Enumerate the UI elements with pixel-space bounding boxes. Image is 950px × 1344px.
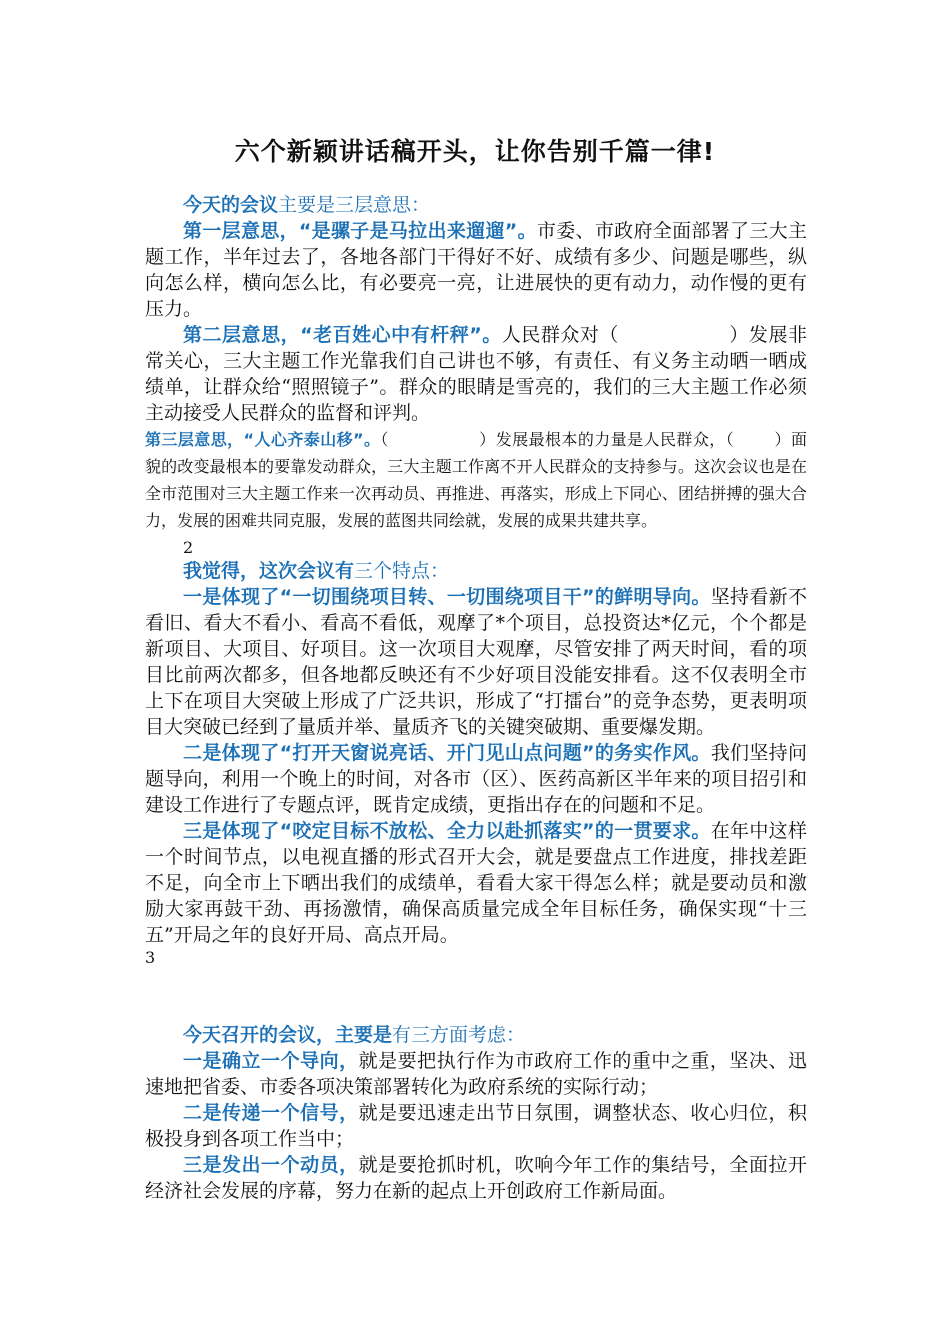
section-2-paragraph-2-heading: 二是体现了“打开天窗说亮话、开门见山点问题”的务实作风。 [183,742,711,764]
section-3-intro-rest: 有三方面考虑： [392,1024,526,1046]
section-1-paragraph-3-body-b: ）发展最根本的力量是人民群众，（ [478,430,735,449]
section-3-paragraph-1-heading: 一是确立一个导向， [183,1050,359,1072]
section-2-paragraph-3-heading: 三是体现了“咬定目标不放松、全力以赴抓落实”的一贯要求。 [183,820,711,842]
section-2-paragraph-3-body: 在年中这样一个时间节点，以电视直播的形式召开大会，就是要盘点工作进度，排找差距不足，向全市上下晒出我们的成绩单，看看大家干得怎么样；就是要动员和激励大家再鼓干劲、再扬激情，确保高质量完成全年目标任务，确保实现“十三五”开局之年的良好开局、高点开局。 [145,820,807,946]
section-1-paragraph-1 [145,218,807,322]
section-1-paragraph-3-body-a: （ [380,430,389,449]
section-3-paragraph-3-heading: 三是发出一个动员， [183,1154,359,1176]
section-2-intro-lead: 我觉得，这次会议有 [183,560,355,582]
section-1-paragraph-2-body-b: ）发展非常关心，三大主题工作光靠我们自己讲也不够，有责任、有义务主动晒一晒成绩单，让群众给“照照镜子”。群众的眼睛是雪亮的，我们的三大主题工作必须主动接受人民群众的监督和评判。 [145,324,807,424]
section-2 [145,538,807,968]
section-2-paragraph-3 [145,818,807,948]
section-3-paragraph-2-body: 就是要迅速走出节日氛围，调整状态、收心归位，积极投身到各项工作当中； [145,1102,807,1150]
section-1-paragraph-2-heading: 第二层意思，“老百姓心中有杆秤”。 [183,324,502,346]
section-1-intro [145,192,807,218]
section-3-paragraph-3 [145,1152,807,1204]
section-1-paragraph-3-heading: 第三层意思，“人心齐泰山移”。 [145,430,381,449]
section-2-paragraph-1-body: 坚持看新不看旧、看大不看小、看高不看低，观摩了*个项目，总投资达*亿元，个个都是新项目、大项目、好项目。这一次项目大观摩，尽管安排了两天时间，看的项目比前两次都多，但各地都反映还有不少好项目没能安排看。这不仅表明全市上下在项目大突破上形成了广泛共识，形成了“打擂台”的竞争态势，更表明项目大突破已经到了量质并举、量质齐飞的关键突破期、重要爆发期。 [145,586,807,738]
section-1-paragraph-1-body: 市委、市政府全面部署了三大主题工作，半年过去了，各地各部门干得好不好、成绩有多少、问题是哪些，纵向怎么样，横向怎么比，有必要亮一亮，让进展快的更有动力，动作慢的更有压力。 [145,220,807,320]
document-title: 六个新颖讲话稿开头，让你告别千篇一律! [234,137,716,166]
section-3-intro [145,1022,807,1048]
section-1-paragraph-3 [145,426,807,534]
section-3-paragraph-3-body: 就是要抢抓时机，吹响今年工作的集结号，全面拉开经济社会发展的序幕，努力在新的起点上开创政府工作新局面。 [145,1154,807,1202]
section-1-paragraph-2-body-a: 人民群众对（ [501,324,619,346]
section-1-intro-rest: 主要是三层意思： [278,194,431,216]
section-1-paragraph-2 [145,322,807,426]
section-1-intro-lead: 今天的会议 [183,194,279,216]
section-1 [145,192,807,534]
section-2-intro [145,558,807,584]
section-3-paragraph-2 [145,1100,807,1152]
section-3-number: 3 [145,948,156,967]
section-3-intro-lead: 今天召开的会议，主要是 [183,1024,393,1046]
section-3 [145,1022,807,1204]
section-2-paragraph-1-heading: 一是体现了“一切围绕项目转、一切围绕项目干”的鲜明导向。 [183,586,711,608]
section-2-intro-rest: 三个特点： [354,560,450,582]
section-2-number: 2 [183,538,194,557]
section-3-paragraph-2-heading: 二是传递一个信号， [183,1102,359,1124]
section-1-paragraph-3-body-c: ）面貌的改变最根本的要靠发动群众，三大主题工作离不开人民群众的支持参与。这次会议也是在全市范围对三大主题工作来一次再动员、再推进、再落实，形成上下同心、团结拼搏的强大合力，发展的困难共同克服，发展的蓝图共同绘就，发展的成果共建共享。 [145,430,807,530]
section-2-paragraph-2 [145,740,807,818]
section-1-paragraph-1-heading: 第一层意思，“是骡子是马拉出来遛遛”。 [183,220,537,242]
section-2-paragraph-1 [145,584,807,740]
section-3-paragraph-1 [145,1048,807,1100]
section-3-paragraph-1-body: 就是要把执行作为市政府工作的重中之重，坚决、迅速地把省委、市委各项决策部署转化为政府系统的实际行动； [145,1050,807,1098]
section-2-paragraph-2-body: 我们坚持问题导向，利用一个晚上的时间，对各市（区）、医药高新区半年来的项目招引和建设工作进行了专题点评，既肯定成绩，更指出存在的问题和不足。 [145,742,807,816]
